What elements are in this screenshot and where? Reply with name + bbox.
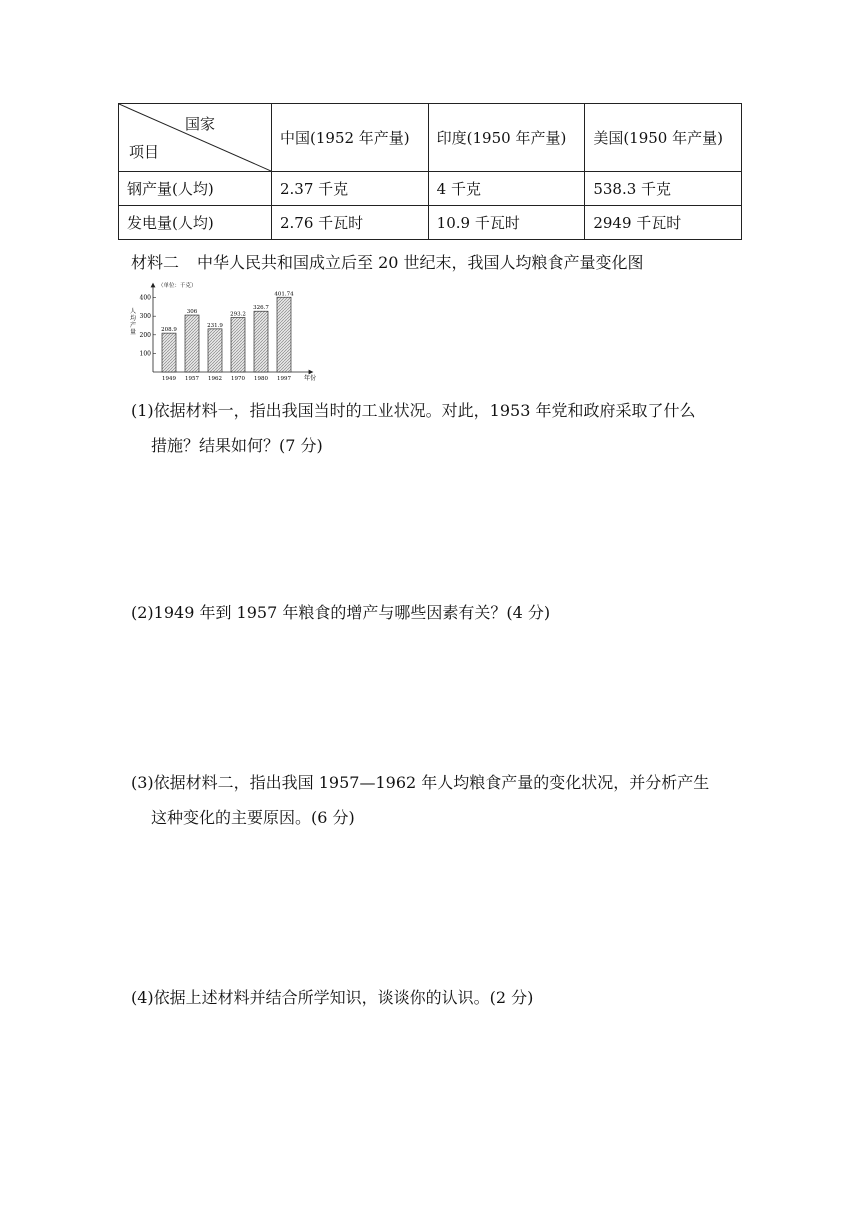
y-axis-label-char: 人	[130, 308, 137, 315]
question-3-line-2: 这种变化的主要原因。(6 分)	[151, 808, 355, 827]
material-two-label: 材料二	[131, 253, 180, 272]
x-tick-label: 1970	[231, 376, 245, 382]
bar-value-label: 306	[186, 309, 198, 316]
cell-india-power: 10.9 千瓦时	[428, 206, 585, 240]
corner-label-country: 国家	[184, 115, 215, 133]
row-label-power: 发电量(人均)	[119, 206, 272, 240]
cell-china-steel: 2.37 千克	[272, 172, 429, 206]
table-corner-cell	[119, 104, 272, 172]
y-tick-label: 100	[139, 350, 151, 358]
bar-1962	[208, 329, 222, 372]
header-india: 印度(1950 年产量)	[428, 104, 585, 172]
corner-label-item: 项目	[129, 143, 160, 161]
bar-1980	[254, 311, 268, 372]
bar-1957	[185, 315, 199, 372]
unit-label: （单位：千克）	[158, 283, 197, 289]
cell-china-power: 2.76 千瓦时	[272, 206, 429, 240]
table-row	[119, 172, 742, 206]
question-1-line-1: (1)依据材料一，指出我国当时的工业状况。对此，1953 年党和政府采取了什么	[131, 401, 696, 420]
cell-usa-steel: 538.3 千克	[585, 172, 742, 206]
question-2: (2)1949 年到 1957 年粮食的增产与哪些因素有关？(4 分)	[131, 603, 551, 622]
bar-value-label: 326.7	[253, 305, 269, 312]
material-two-text: 中华人民共和国成立后至 20 世纪末，我国人均粮食产量变化图	[197, 253, 644, 272]
header-china: 中国(1952 年产量)	[272, 104, 429, 172]
question-3-line-1: (3)依据材料二，指出我国 1957—1962 年人均粮食产量的变化状况，并分析产生	[131, 773, 710, 792]
cell-india-steel: 4 千克	[428, 172, 585, 206]
bar-1970	[231, 317, 245, 372]
bar-1997	[277, 297, 291, 372]
bar-1949	[162, 333, 176, 372]
y-tick-label: 400	[139, 294, 151, 302]
x-tick-label: 1957	[185, 376, 199, 382]
bar-value-label: 231.9	[207, 322, 223, 329]
header-usa: 美国(1950 年产量)	[585, 104, 742, 172]
cell-usa-power: 2949 千瓦时	[585, 206, 742, 240]
bar-value-label: 208.9	[161, 327, 177, 334]
x-tick-label: 1949	[162, 376, 176, 382]
table-header-row	[119, 104, 742, 172]
question-4: (4)依据上述材料并结合所学知识，谈谈你的认识。(2 分)	[131, 988, 534, 1007]
table-row	[119, 206, 742, 240]
x-tick-label: 1980	[254, 376, 268, 382]
y-tick-label: 300	[139, 313, 151, 321]
x-tick-label: 1962	[208, 376, 222, 382]
question-1-line-2: 措施？结果如何？(7 分)	[151, 436, 323, 455]
bar-value-label: 293.2	[230, 311, 246, 318]
y-tick-label: 200	[139, 331, 151, 339]
material-two-caption	[131, 250, 644, 273]
row-label-steel: 钢产量(人均)	[119, 172, 272, 206]
y-axis-label-char: 量	[130, 329, 137, 336]
x-tick-label: 1997	[277, 376, 291, 382]
grain-output-bar-chart	[128, 280, 328, 385]
y-axis-label-char: 均	[130, 315, 137, 322]
bar-value-label: 401.74	[274, 291, 294, 298]
y-axis-label-char: 产	[130, 322, 137, 329]
comparison-table	[118, 103, 742, 240]
x-axis-label: 年份	[304, 375, 317, 382]
